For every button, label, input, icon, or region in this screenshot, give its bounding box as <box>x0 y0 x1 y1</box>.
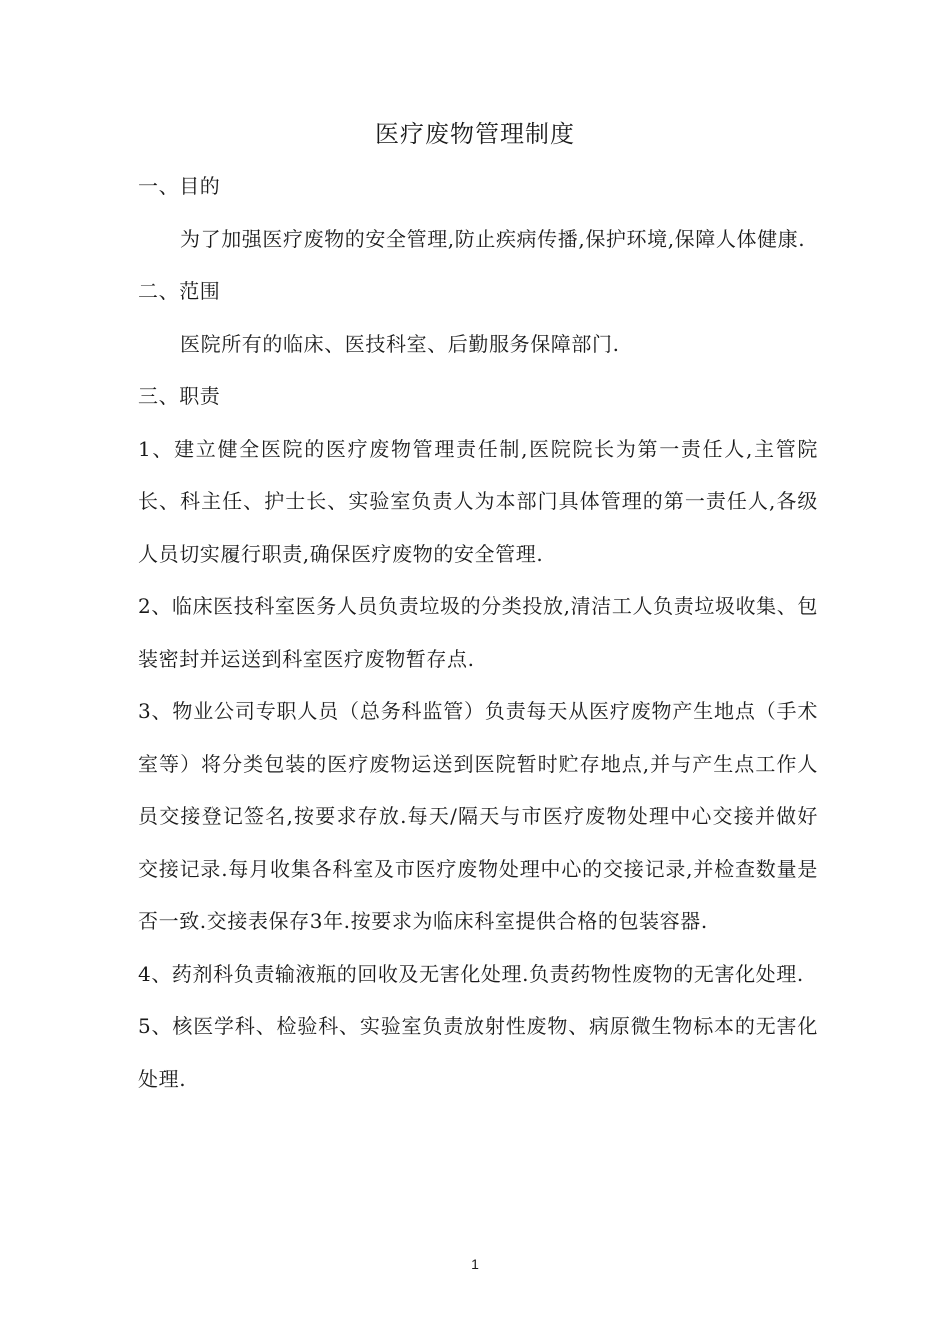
section-heading-purpose: 一、目的 <box>138 174 221 198</box>
section-text-purpose: 为了加强医疗废物的安全管理,防止疾病传播,保护环境,保障人体健康. <box>180 226 806 251</box>
duty-item-5: 5、核医学科、检验科、实验室负责放射性废物、病原微生物标本的无害化处理. <box>138 1014 818 1091</box>
page-number: 1 <box>471 1256 479 1272</box>
section-heading-scope: 二、范围 <box>138 279 221 303</box>
section-heading-duties: 三、职责 <box>138 384 221 408</box>
section-text-scope: 医院所有的临床、医技科室、后勤服务保障部门. <box>180 331 620 356</box>
duty-item-4: 4、药剂科负责输液瓶的回收及无害化处理.负责药物性废物的无害化处理. <box>138 961 804 986</box>
duty-item-2: 2、临床医技科室医务人员负责垃圾的分类投放,清洁工人负责垃圾收集、包装密封并运送到科室医疗废物暂存点. <box>138 594 818 671</box>
document-title: 医疗废物管理制度 <box>375 120 575 148</box>
duty-item-3: 3、物业公司专职人员（总务科监管）负责每天从医疗废物产生地点（手术室等）将分类包装的医疗废物运送到医院暂时贮存地点,并与产生点工作人员交接登记签名,按要求存放.每天/隔天与市医疗废物处理中心交接并做好交接记录.每月收集各科室及市医疗废物处理中心的交接记录,并检查数量是否一致.交接表保存3年.按要求为临床科室提供合格的包装容器. <box>138 699 818 933</box>
duty-item-1: 1、建立健全医院的医疗废物管理责任制,医院院长为第一责任人,主管院长、科主任、护士长、实验室负责人为本部门具体管理的第一责任人,各级人员切实履行职责,确保医疗废物的安全管理. <box>138 436 818 566</box>
document-body <box>138 160 818 1105</box>
